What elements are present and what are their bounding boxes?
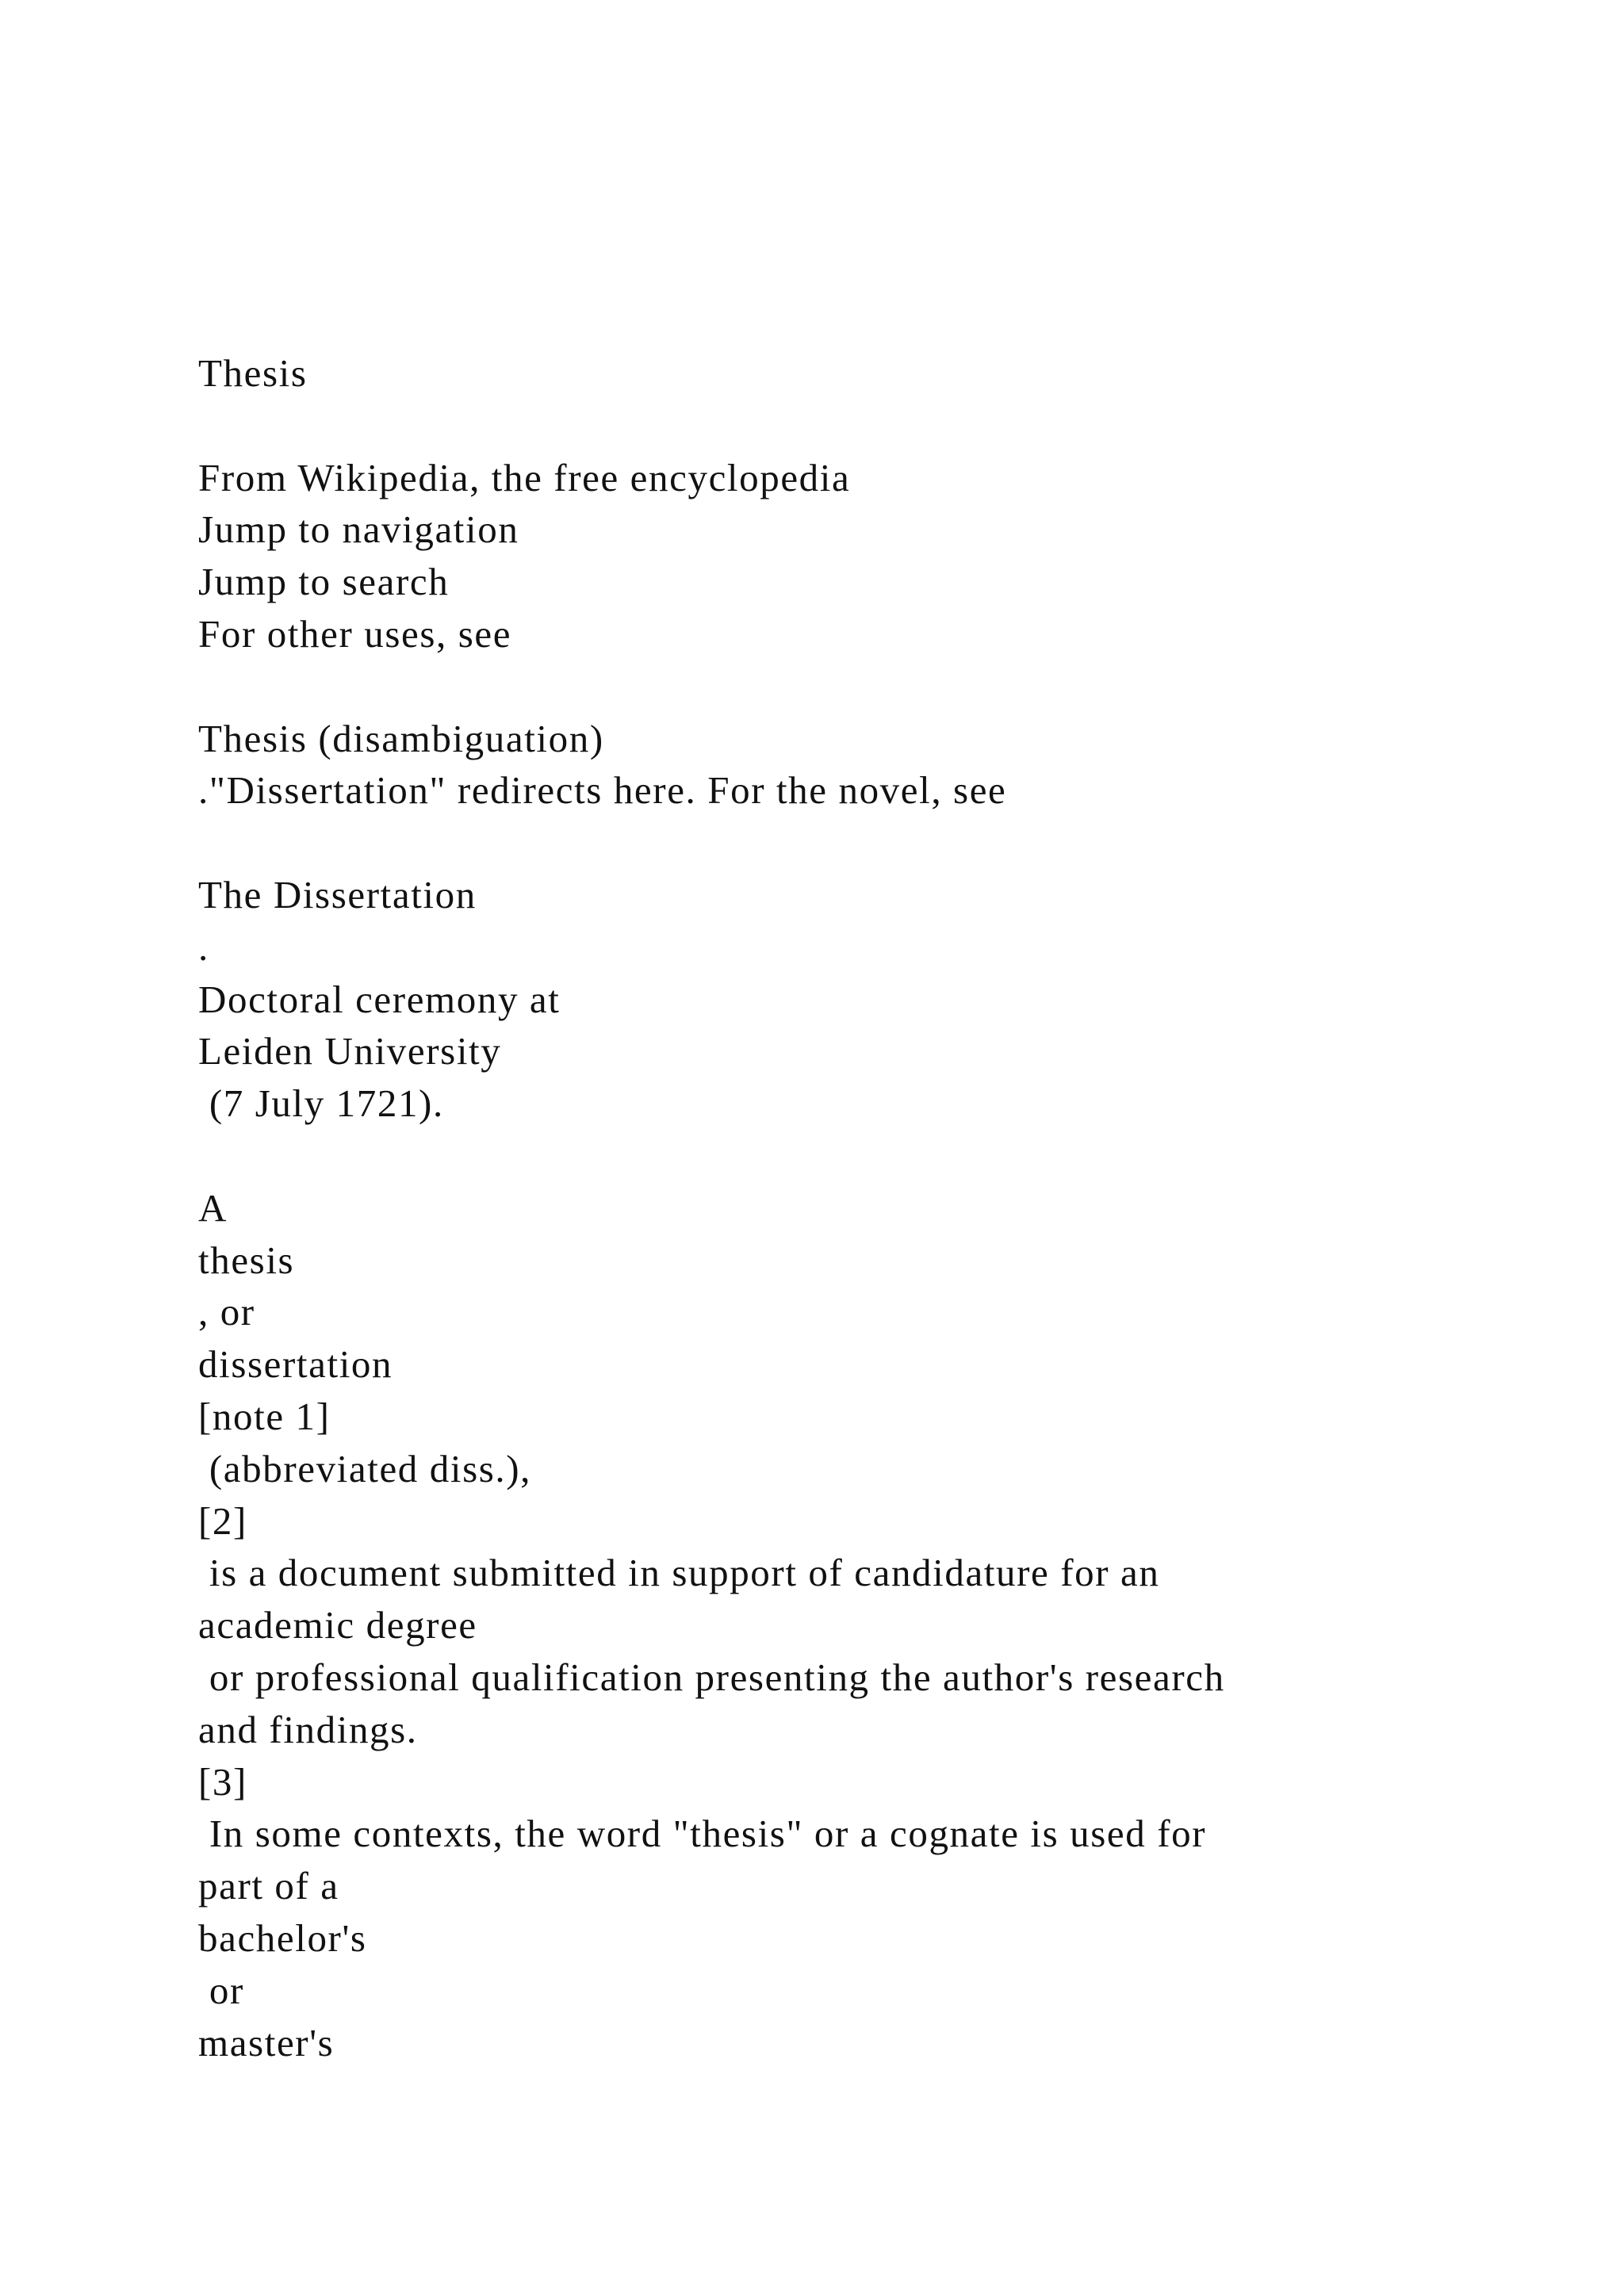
blank-line bbox=[198, 400, 1546, 452]
image-caption-date: (7 July 1721). bbox=[198, 1081, 444, 1126]
thesis-term: thesis bbox=[198, 1238, 295, 1282]
redirect-note: ."Dissertation" redirects here. For the novel, see bbox=[198, 768, 1007, 813]
body-text-line: or professional qualification presenting the author's research bbox=[198, 1655, 1225, 1699]
body-text-line: (abbreviated diss.), bbox=[198, 1446, 532, 1490]
body-text-line: is a document submitted in support of candidature for an bbox=[198, 1551, 1160, 1595]
document-body bbox=[198, 347, 1546, 2068]
body-text-line: In some contexts, the word "thesis" or a cognate is used for bbox=[198, 1812, 1207, 1856]
body-text-line: , or bbox=[198, 1290, 255, 1334]
blank-line bbox=[198, 660, 1546, 713]
body-text-line: and findings. bbox=[198, 1707, 418, 1751]
masters-link[interactable]: master's bbox=[198, 2020, 335, 2064]
page-title: Thesis bbox=[198, 351, 308, 395]
academic-degree-link[interactable]: academic degree bbox=[198, 1603, 477, 1647]
body-text-line: A bbox=[198, 1185, 228, 1230]
blank-line bbox=[198, 1130, 1546, 1182]
tagline: From Wikipedia, the free encyclopedia bbox=[198, 455, 851, 499]
citation-link[interactable]: [2] bbox=[198, 1498, 247, 1543]
image-caption-text: Doctoral ceremony at bbox=[198, 977, 561, 1021]
hatnote-text: For other uses, see bbox=[198, 611, 512, 656]
novel-link[interactable]: The Dissertation bbox=[198, 872, 477, 916]
bachelors-link[interactable]: bachelor's bbox=[198, 1915, 367, 1960]
footnote-link[interactable]: [note 1] bbox=[198, 1394, 331, 1438]
dissertation-term: dissertation bbox=[198, 1342, 393, 1387]
disambiguation-link[interactable]: Thesis (disambiguation) bbox=[198, 716, 604, 760]
body-text-line: or bbox=[198, 1968, 244, 2012]
body-text-line: part of a bbox=[198, 1864, 339, 1908]
blank-line bbox=[198, 817, 1546, 869]
jump-to-search-link[interactable]: Jump to search bbox=[198, 560, 450, 604]
citation-link[interactable]: [3] bbox=[198, 1759, 247, 1804]
leiden-university-link[interactable]: Leiden University bbox=[198, 1029, 502, 1073]
jump-to-navigation-link[interactable]: Jump to navigation bbox=[198, 507, 519, 552]
body-text-line: . bbox=[198, 924, 209, 969]
